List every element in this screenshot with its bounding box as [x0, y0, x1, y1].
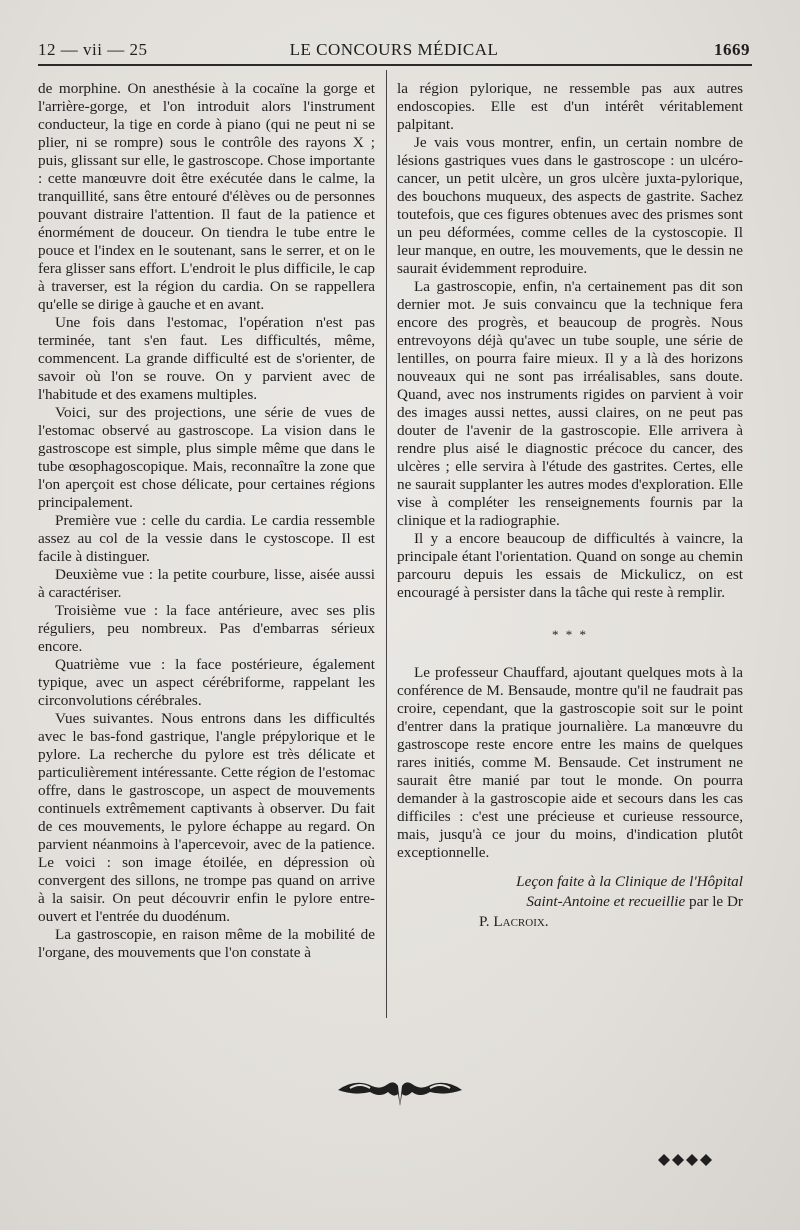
paragraph: Vues suivantes. Nous entrons dans les difficultés avec le bas-fond gastrique, l'angle prépylorique et le pylore. La recherche du pylore est très délicate et particulièrement intéressante. Cette région de l'estomac offre, dans le gastroscope, un aspect de mouvements continuels extrêmement captivants à observer. Du fait de ces mouvements, le pylore échappe au regard. On parvient néanmoins à l'apercevoir, avec de la patience. Le voici : son image étoilée, en dépression où convergent des sillons, ne trompe pas quand on arrive à la saisir. On peut découvrir enfin le pylore entre-ouvert et l'entrée du duodénum. — [38, 710, 375, 925]
closing-paragraph: Le professeur Chauffard, ajoutant quelques mots à la conférence de M. Bensaude, montre qu'il ne faudrait pas croire, cependant, que la gastroscopie soit sur le point d'entrer dans la pratique journalière. La manœuvre du gastroscope reste encore entre les mains de quelques rares initiés, comme M. Bensaude. Cet instrument ne saurait être manié par tout le monde. On pourra demander à la gastroscopie aide et secours dans les cas difficiles : c'est une précieuse et curieuse ressource, mais, jusqu'à ce jour du moins, d'indication plutôt exceptionnelle. — [397, 664, 743, 861]
header-date: 12 — vii — 25 — [38, 40, 148, 59]
paragraph: La gastroscopie, enfin, n'a certainement pas dit son dernier mot. Je suis convaincu que la technique fera encore des progrès, et beaucoup de progrès. Nous entrevoyons déjà qu'avec un tube souple, une série de lentilles, on pourra faire mieux. Il y a là des horizons nouveaux qui ne sont pas irréalisables, sans doute. Quand, avec nos instruments rigides on parvient à voir des images aussi nettes, aussi claires, on ne peut pas douter de l'avenir de la gastroscopie. Elle arrivera à rendre plus aisé le diagnostic précoce du cancer, des ulcères ; elle servira à l'étude des gastrites. Certes, elle ne saurait supplanter les autres modes d'exploration. Elle vise à compléter les renseignements fournis par la clinique et la radiographie. — [397, 278, 743, 529]
paragraph: Deuxième vue : la petite courbure, lisse, aisée aussi à caractériser. — [38, 566, 375, 601]
section-separator: * * * — [552, 627, 588, 642]
paragraph: Il y a encore beaucoup de difficultés à vaincre, la principale étant l'orientation. Quand on songe au chemin parcouru depuis les essais de Mickulicz, on est encouragé à persister dans la tâche qui reste à remplir. — [397, 530, 743, 601]
signature-block — [397, 872, 743, 932]
paragraph: de morphine. On anesthésie à la cocaïne la gorge et l'arrière-gorge, et l'on introduit alors l'instrument conducteur, la tige en corde à piano (qui ne peut ni se plier, ni se rompre) sous le contrôle des rayons X ; puis, glissant sur elle, le gastroscope. Chose importante : cette manœuvre doit être exécutée dans le calme, la tranquillité, sans être entouré d'élèves ou de personnes pouvant distraire l'attention. Il faut de la patience et énormément de douceur. On tiendra le tube entre le pouce et l'index en le soutenant, sans le serrer, et on le fera glisser sans effort. L'endroit le plus difficile, le cap à traverser, est la région du cardia. On se rappellera qu'elle se dirige à gauche et en avant. — [38, 80, 375, 313]
column-divider — [386, 70, 387, 1018]
paragraph: Je vais vous montrer, enfin, un certain nombre de lésions gastriques vues dans le gastroscope : un ulcéro-cancer, un petit ulcère, un gros ulcère juxta-pylorique, des bouchons muqueux, des aspects de gastrite. Sachez toutefois, que ces figures obtenues avec des prismes sont un peu déformées, comme celles de la cystoscopie. Il leur manque, en outre, les mouvements, que le dessin ne saurait évidemment reproduire. — [397, 134, 743, 277]
page-number: 1669 — [714, 40, 750, 59]
signature-line-1: Leçon faite à la Clinique de l'Hôpital — [516, 873, 743, 890]
paragraph: Une fois dans l'estomac, l'opération n'est pas terminée, tant s'en faut. Les difficultés, même, commencent. La grande difficulté est de s'orienter, de savoir où l'on se rouve. On y parvient avec de l'habitude et des examens multiples. — [38, 314, 375, 403]
signature-line-2: Saint-Antoine et recueillie — [526, 893, 686, 910]
journal-title: LE CONCOURS MÉDICAL — [289, 40, 499, 59]
paragraph: Troisième vue : la face antérieure, avec ses plis réguliers, peu nombreux. Pas d'embarras sérieux encore. — [38, 602, 375, 655]
ornament-icon — [330, 1068, 470, 1108]
left-column — [38, 80, 375, 962]
right-column — [397, 80, 743, 932]
paragraph: Première vue : celle du cardia. Le cardia ressemble assez au col de la vessie dans le cystoscope. Il est facile à distinguer. — [38, 512, 375, 565]
paragraph: Voici, sur des projections, une série de vues de l'estomac observé au gastroscope. La vision dans le gastroscope est simple, plus simple même que dans le tube œsophagoscopique. Mais, reconnaître la zone que l'on aperçoit est chose délicate, pour certaines régions principalement. — [38, 404, 375, 511]
paragraph: Quatrième vue : la face postérieure, également typique, avec un aspect cérébriforme, rappelant les circonvolutions cérébrales. — [38, 656, 375, 709]
paragraph: La gastroscopie, en raison même de la mobilité de l'organe, des mouvements que l'on constate à — [38, 926, 375, 961]
signature-line-2-suffix: par le Dr — [689, 893, 743, 910]
signature-author: P. Lacroix. — [479, 913, 549, 930]
page-header — [38, 36, 750, 64]
paragraph: la région pylorique, ne ressemble pas aux autres endoscopies. Elle est d'un intérêt véritablement palpitant. — [397, 80, 743, 133]
end-mark-icon — [656, 1150, 716, 1170]
header-rule — [38, 64, 752, 66]
